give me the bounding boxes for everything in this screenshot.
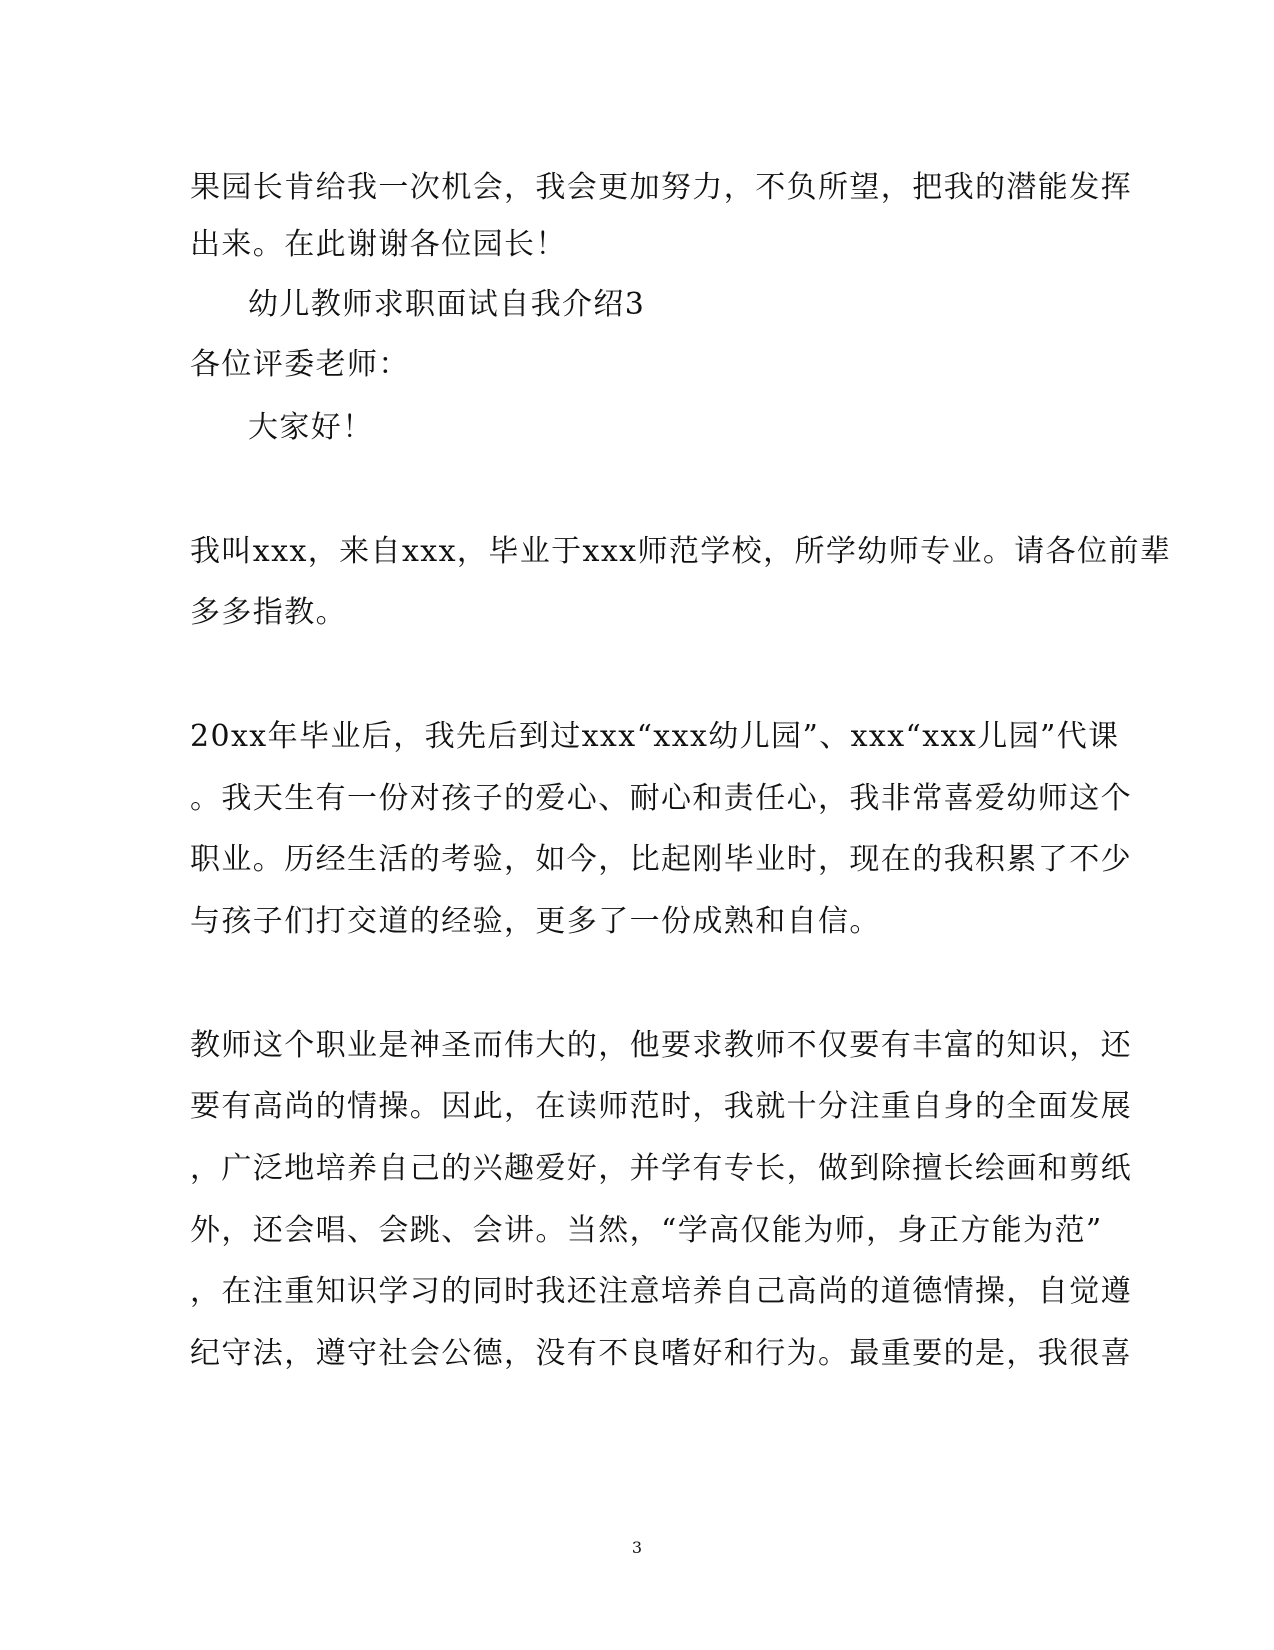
- text-line: ，广泛地培养自己的兴趣爱好，并学有专长，做到除擅长绘画和剪纸: [190, 1151, 1132, 1186]
- text-line: 外，还会唱、会跳、会讲。当然，“学高仅能为师，身正方能为范”: [190, 1213, 1103, 1248]
- text-line: 出来。在此谢谢各位园长！: [190, 227, 567, 262]
- text-line: 与孩子们打交道的经验，更多了一份成熟和自信。: [190, 904, 881, 939]
- section-heading: 幼儿教师求职面试自我介绍3: [248, 287, 646, 322]
- text-line: 我叫xxx，来自xxx，毕业于xxx师范学校，所学幼师专业。请各位前辈: [190, 534, 1172, 569]
- page-number: 3: [631, 1538, 643, 1557]
- greeting: 大家好！: [248, 410, 374, 445]
- text-line: 纪守法，遵守社会公德，没有不良嗜好和行为。最重要的是，我很喜: [190, 1336, 1132, 1371]
- text-line: 多多指教。: [190, 595, 347, 630]
- text-line: 果园长肯给我一次机会，我会更加努力，不负所望，把我的潜能发挥: [190, 170, 1132, 205]
- text-line: 教师这个职业是神圣而伟大的，他要求教师不仅要有丰富的知识，还: [190, 1028, 1132, 1063]
- text-line: 职业。历经生活的考验，如今，比起刚毕业时，现在的我积累了不少: [190, 842, 1132, 877]
- text-line: 。我天生有一份对孩子的爱心、耐心和责任心，我非常喜爱幼师这个: [190, 781, 1132, 816]
- text-line: 要有高尚的情操。因此，在读师范时，我就十分注重自身的全面发展: [190, 1089, 1132, 1124]
- salutation: 各位评委老师：: [190, 347, 410, 382]
- text-line: 20xx年毕业后，我先后到过xxx“xxx幼儿园”、xxx“xxx儿园”代课: [190, 719, 1120, 754]
- text-line: ，在注重知识学习的同时我还注意培养自己高尚的道德情操，自觉遵: [190, 1274, 1132, 1309]
